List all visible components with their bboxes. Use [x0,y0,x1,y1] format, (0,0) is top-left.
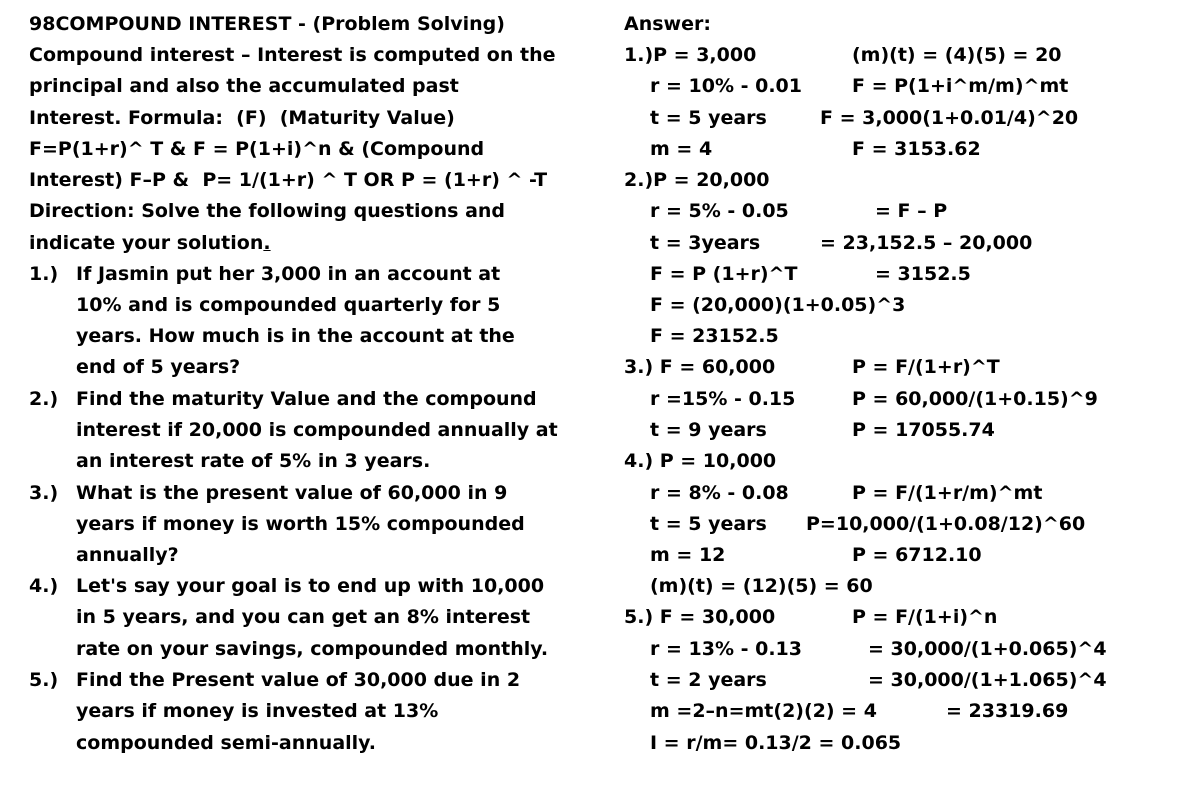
intro-line: principal and also the accumulated past [29,75,459,97]
answer-line: r = 10% - 0.01 [650,75,802,97]
question-line: What is the present value of 60,000 in 9 [76,482,508,504]
question-number: 1.) [29,263,59,285]
answer-line: P = 17055.74 [852,419,995,441]
answer-line: r =15% - 0.15 [650,388,796,410]
direction-text: indicate your solution [29,232,264,254]
answer-line: = 23319.69 [946,700,1069,722]
answer-line: = F – P [875,200,948,222]
answer-line: (m)(t) = (12)(5) = 60 [650,575,873,597]
question-line: an interest rate of 5% in 3 years. [76,450,431,472]
question-line: in 5 years, and you can get an 8% interest [76,606,531,628]
answer-line: r = 8% - 0.08 [650,482,789,504]
question-line: rate on your savings, compounded monthly. [76,638,549,660]
answer-line: 5.) F = 30,000 [624,606,776,628]
answer-line: I = r/m= 0.13/2 = 0.065 [650,732,902,754]
intro-line: Interest. Formula: (F) (Maturity Value) [29,107,455,129]
answer-line: t = 3years [650,232,761,254]
question-line: years. How much is in the account at the [76,325,515,347]
direction-line-last [29,231,271,255]
answer-header: Answer: [624,13,711,35]
question-line: compounded semi-annually. [76,732,377,754]
answer-line: r = 5% - 0.05 [650,200,789,222]
answer-line: F = P(1+i^m/m)^mt [852,75,1069,97]
intro-line: F=P(1+r)^ T & F = P(1+i)^n & (Compound [29,138,485,160]
answer-line: F = 23152.5 [650,325,779,347]
answer-line: P = F/(1+r)^T [852,356,1000,378]
question-number: 5.) [29,669,59,691]
answer-line: m =2–n=mt(2)(2) = 4 [650,700,877,722]
answer-line: F = 3,000(1+0.01/4)^20 [820,107,1079,129]
answer-line: (m)(t) = (4)(5) = 20 [852,44,1062,66]
direction-punct: . [263,232,271,254]
answer-line: t = 5 years [650,107,767,129]
answer-line: P = F/(1+r/m)^mt [852,482,1043,504]
answer-line: 4.) P = 10,000 [624,450,777,472]
answer-line: = 3152.5 [875,263,971,285]
answer-line: P = 60,000/(1+0.15)^9 [852,388,1098,410]
answer-line: t = 2 years [650,669,767,691]
question-line: annually? [76,544,179,566]
direction-line: Direction: Solve the following questions and [29,200,506,222]
question-line: Let's say your goal is to end up with 10,000 [76,575,545,597]
answer-line: P = 6712.10 [852,544,982,566]
page-title: 98COMPOUND INTEREST - (Problem Solving) [29,13,505,35]
answer-line: 2.)P = 20,000 [624,169,770,191]
answer-line: F = P (1+r)^T [650,263,798,285]
intro-line: Interest) F–P & P= 1/(1+r) ^ T OR P = (1+r) ^ -T [29,169,548,191]
question-line: Find the maturity Value and the compound [76,388,537,410]
question-line: years if money is worth 15% compounded [76,513,525,535]
question-number: 4.) [29,575,59,597]
question-line: years if money is invested at 13% [76,700,439,722]
question-number: 3.) [29,482,59,504]
question-line: If Jasmin put her 3,000 in an account at [76,263,501,285]
answer-line: P=10,000/(1+0.08/12)^60 [806,513,1086,535]
question-line: Find the Present value of 30,000 due in 2 [76,669,521,691]
answer-line: P = F/(1+i)^n [852,606,998,628]
answer-line: t = 5 years [650,513,767,535]
question-line: end of 5 years? [76,356,241,378]
answer-line: r = 13% - 0.13 [650,638,802,660]
intro-line: Compound interest – Interest is computed on the [29,44,556,66]
answer-line: 1.)P = 3,000 [624,44,757,66]
answer-line: = 30,000/(1+0.065)^4 [868,638,1107,660]
answer-line: m = 4 [650,138,713,160]
answer-line: F = 3153.62 [852,138,981,160]
answer-line: = 23,152.5 – 20,000 [820,232,1033,254]
question-line: 10% and is compounded quarterly for 5 [76,294,501,316]
answer-line: t = 9 years [650,419,767,441]
answer-line: 3.) F = 60,000 [624,356,776,378]
answer-line: = 30,000/(1+1.065)^4 [868,669,1107,691]
answer-line: F = (20,000)(1+0.05)^3 [650,294,906,316]
question-line: interest if 20,000 is compounded annually at [76,419,558,441]
answer-line: m = 12 [650,544,726,566]
question-number: 2.) [29,388,59,410]
